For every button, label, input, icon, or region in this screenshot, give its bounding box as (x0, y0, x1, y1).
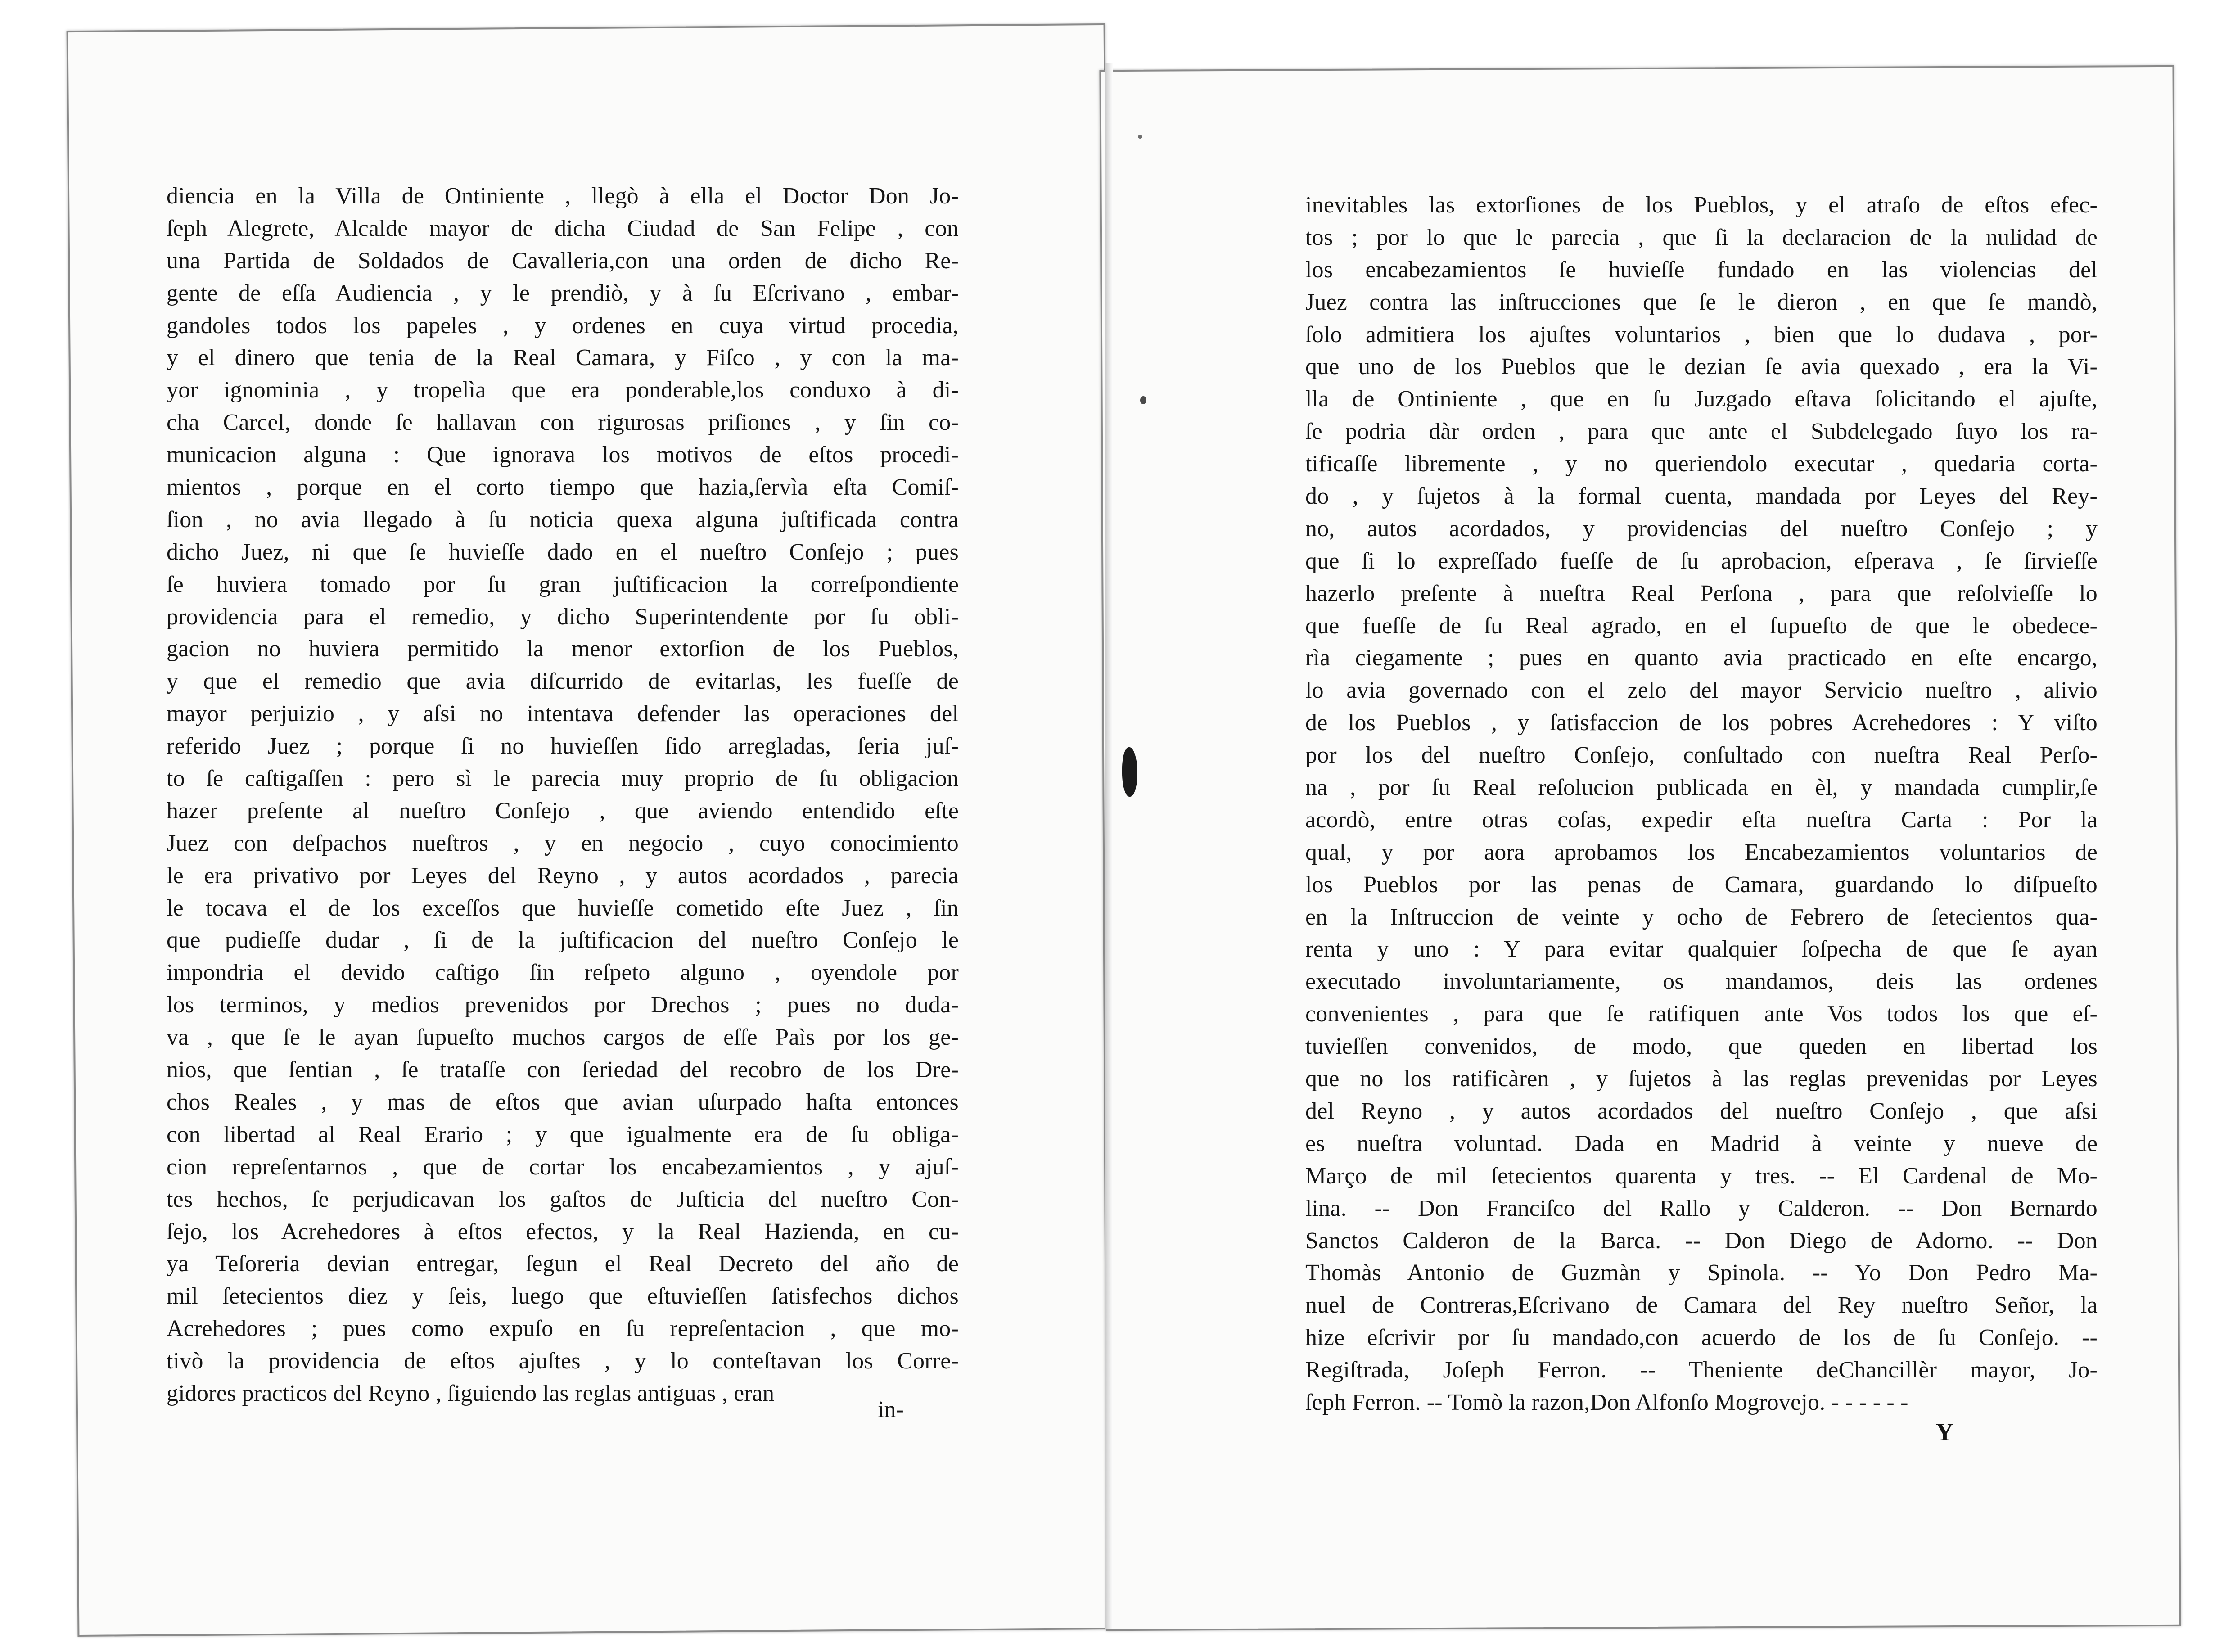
text-line: Acrehedores ; pues como expuſo en ſu repreſentacion , que mo- (167, 1316, 959, 1342)
text-line: Sanctos Calderon de la Barca. -- Don Diego de Adorno. -- Don (1305, 1228, 2098, 1254)
text-line: hazerlo preſente à nueſtra Real Perſona , para que reſolvieſſe lo (1305, 580, 2098, 606)
text-line: executado involuntariamente, os mandamos, deis las ordenes (1305, 969, 2098, 995)
text-line: rìa ciegamente ; pues en quanto avia practicado en eſte encargo, (1305, 645, 2098, 671)
ink-speck (1140, 396, 1146, 404)
text-line: Thomàs Antonio de Guzmàn y Spinola. -- Yo Don Pedro Ma- (1305, 1260, 2098, 1286)
text-line: na , por ſu Real reſolucion publicada en èl, y mandada cumplir,ſe (1305, 775, 2098, 801)
text-line: ſion , no avia llegado à ſu noticia quexa alguna juſtificada contra (167, 506, 959, 533)
text-line: hazer preſente al nueſtro Conſejo , que aviendo entendido eſte (167, 798, 959, 824)
left-page-catchword: in- (878, 1397, 904, 1422)
text-line: referido Juez ; porque ſi no huvieſſen ſido arregladas, ſeria juſ- (167, 733, 959, 759)
text-line: que no los ratificàren , y ſujetos à las reglas prevenidas por Leyes (1305, 1066, 2098, 1092)
text-line: ya Teſoreria devian entregar, ſegun el Real Decreto del año de (167, 1251, 959, 1277)
text-line: renta y uno : Y para evitar qualquier ſoſpecha de que ſe ayan (1305, 936, 2098, 962)
text-line: los encabezamientos ſe huvieſſe fundado en las violencias del (1305, 257, 2098, 283)
text-line: lo avia governado con el zelo del mayor Servicio nueſtro , alivio (1305, 677, 2098, 704)
text-line: con libertad al Real Erario ; y que igualmente era de ſu obliga- (167, 1121, 959, 1147)
text-line: tos ; por lo que le parecia , que ſi la declaracion de la nulidad de (1305, 224, 2098, 250)
text-line: tuvieſſen convenidos, de modo, que queden en libertad los (1305, 1034, 2098, 1060)
text-line: gandoles todos los papeles , y ordenes en cuya virtud procedia, (167, 312, 959, 339)
text-line: cion repreſentarnos , que de cortar los encabezamientos , y ajuſ- (167, 1154, 959, 1180)
text-line: Juez con deſpachos nueſtros , y en negocio , cuyo conocimiento (167, 830, 959, 856)
ink-speck (1138, 135, 1142, 139)
text-line: ſeph Ferron. -- Tomò la razon,Don Alfonſo Mogrovejo. - - - - - - (1305, 1389, 1908, 1415)
text-line: diencia en la Villa de Ontiniente , llegò à ella el Doctor Don Jo- (167, 183, 959, 209)
text-line: va , que ſe le ayan ſupueſto muchos cargos de eſſe Paìs por los ge- (167, 1025, 959, 1051)
book-gutter (1105, 63, 1113, 1629)
text-line: tes hechos, ſe perjudicavan los gaſtos de Juſticia del nueſtro Con- (167, 1186, 959, 1212)
text-line: to ſe caſtigaſſen : pero sì le parecia muy proprio de ſu obligacion (167, 766, 959, 792)
text-line: del Reyno , y autos acordados del nueſtro Conſejo , que aſsi (1305, 1098, 2098, 1124)
left-page-text (167, 180, 959, 1410)
text-line: una Partida de Soldados de Cavalleria,con una orden de dicho Re- (167, 248, 959, 274)
text-line: mientos , porque en el corto tiempo que hazia,ſervìa eſta Comiſ- (167, 474, 959, 501)
text-line: y el dinero que tenia de la Real Camara, y Fiſco , y con la ma- (167, 345, 959, 371)
text-line: lla de Ontiniente , que en ſu Juzgado eſtava ſolicitando el ajuſte, (1305, 386, 2098, 412)
text-line: y que el remedio que avia diſcurrido de evitarlas, les fueſſe de (167, 668, 959, 695)
text-line: dicho Juez, ni que ſe huvieſſe dado en el nueſtro Conſejo ; pues (167, 539, 959, 565)
text-line: inevitables las extorſiones de los Pueblos, y el atraſo de eſtos efec- (1305, 192, 2098, 218)
text-line: nuel de Contreras,Eſcrivano de Camara del Rey nueſtro Señor, la (1305, 1292, 2098, 1318)
text-line: que ſi lo expreſſado fueſſe de ſu aprobacion, eſperava , ſe ſirvieſſe (1305, 548, 2098, 574)
text-line: los terminos, y medios prevenidos por Drechos ; pues no duda- (167, 992, 959, 1018)
text-line: impondria el devido caſtigo ſin reſpeto alguno , oyendole por (167, 960, 959, 986)
text-line: yor ignominia , y tropelìa que era ponderable,los conduxo à di- (167, 377, 959, 403)
ink-blot (1122, 747, 1137, 797)
text-line: ſe podria dàr orden , para que ante el Subdelegado ſuyo los ra- (1305, 419, 2098, 445)
text-line: que fueſſe de ſu Real agrado, en el ſupueſto de que le obedece- (1305, 613, 2098, 639)
text-line: los Pueblos por las penas de Camara, guardando lo diſpueſto (1305, 871, 2098, 898)
text-line: municacion alguna : Que ignorava los motivos de eſtos procedi- (167, 442, 959, 468)
text-line: mayor perjuizio , y aſsi no intentava defender las operaciones del (167, 701, 959, 727)
text-line: ſolo admitiera los ajuſtes voluntarios , bien que lo dudava , por- (1305, 321, 2098, 348)
text-line: no, autos acordados, y providencias del nueſtro Conſejo ; y (1305, 515, 2098, 542)
text-line: Juez contra las inſtrucciones que ſe le dieron , en que ſe mandò, (1305, 289, 2098, 315)
right-page-catchword: Y (1935, 1418, 1954, 1446)
text-line: cha Carcel, donde ſe hallavan con rigurosas priſiones , y ſin co- (167, 410, 959, 436)
text-line: nios, que ſentian , ſe trataſſe con ſeriedad del recobro de los Dre- (167, 1057, 959, 1083)
text-line: mil ſetecientos diez y ſeis, luego que eſtuvieſſen ſatisfechos dichos (167, 1283, 959, 1309)
text-line: en la Inſtruccion de veinte y ocho de Febrero de ſetecientos qua- (1305, 904, 2098, 930)
text-line: lina. -- Don Franciſco del Rallo y Calderon. -- Don Bernardo (1305, 1195, 2098, 1221)
text-line: por los del nueſtro Conſejo, conſultado con nueſtra Real Perſo- (1305, 742, 2098, 768)
text-line: que pudieſſe dudar , ſi de la juſtificacion del nueſtro Conſejo le (167, 927, 959, 953)
text-line: tificaſſe libremente , y no queriendolo executar , quedaria corta- (1305, 451, 2098, 477)
text-line: ſe huviera tomado por ſu gran juſtificacion la correſpondiente (167, 571, 959, 597)
text-line: providencia para el remedio, y dicho Superintendente por ſu obli- (167, 604, 959, 630)
text-line: que uno de los Pueblos que le dezian ſe avia quexado , era la Vi- (1305, 354, 2098, 380)
text-line: chos Reales , y mas de eſtos que avian uſurpado haſta entonces (167, 1089, 959, 1115)
text-line: gidores practicos del Reyno , ſiguiendo las reglas antiguas , eran (167, 1380, 775, 1406)
text-line: convenientes , para que ſe ratifiquen ante Vos todos los que eſ- (1305, 1001, 2098, 1027)
text-line: le tocava el de los exceſſos que huvieſſe cometido eſte Juez , ſin (167, 895, 959, 921)
text-line: hize eſcrivir por ſu mandado,con acuerdo de los de ſu Conſejo. -- (1305, 1325, 2098, 1351)
text-line: es nueſtra voluntad. Dada en Madrid à veinte y nueve de (1305, 1130, 2098, 1156)
text-line: do , y ſujetos à la formal cuenta, mandada por Leyes del Rey- (1305, 483, 2098, 510)
text-line: ſeph Alegrete, Alcalde mayor de dicha Ciudad de San Felipe , con (167, 215, 959, 241)
text-line: qual, y por aora aprobamos los Encabezamientos voluntarios de (1305, 839, 2098, 865)
text-line: gente de eſſa Audiencia , y le prendiò, y à ſu Eſcrivano , embar- (167, 280, 959, 306)
text-line: le era privativo por Leyes del Reyno , y autos acordados , parecia (167, 862, 959, 889)
text-line: gacion no huviera permitido la menor extorſion de los Pueblos, (167, 636, 959, 662)
text-line: acordò, entre otras coſas, expedir eſta nueſtra Carta : Por la (1305, 807, 2098, 833)
text-line: tivò la providencia de eſtos ajuſtes , y lo conteſtavan los Corre- (167, 1348, 959, 1374)
text-line: Março de mil ſetecientos quarenta y tres. -- El Cardenal de Mo- (1305, 1163, 2098, 1189)
text-line: de los Pueblos , y ſatisfaccion de los pobres Acrehedores : Y viſto (1305, 710, 2098, 736)
right-page-text (1305, 189, 2098, 1419)
text-line: ſejo, los Acrehedores à eſtos efectos, y la Real Hazienda, en cu- (167, 1219, 959, 1245)
text-line: Regiſtrada, Joſeph Ferron. -- Theniente deChancillèr mayor, Jo- (1305, 1357, 2098, 1383)
